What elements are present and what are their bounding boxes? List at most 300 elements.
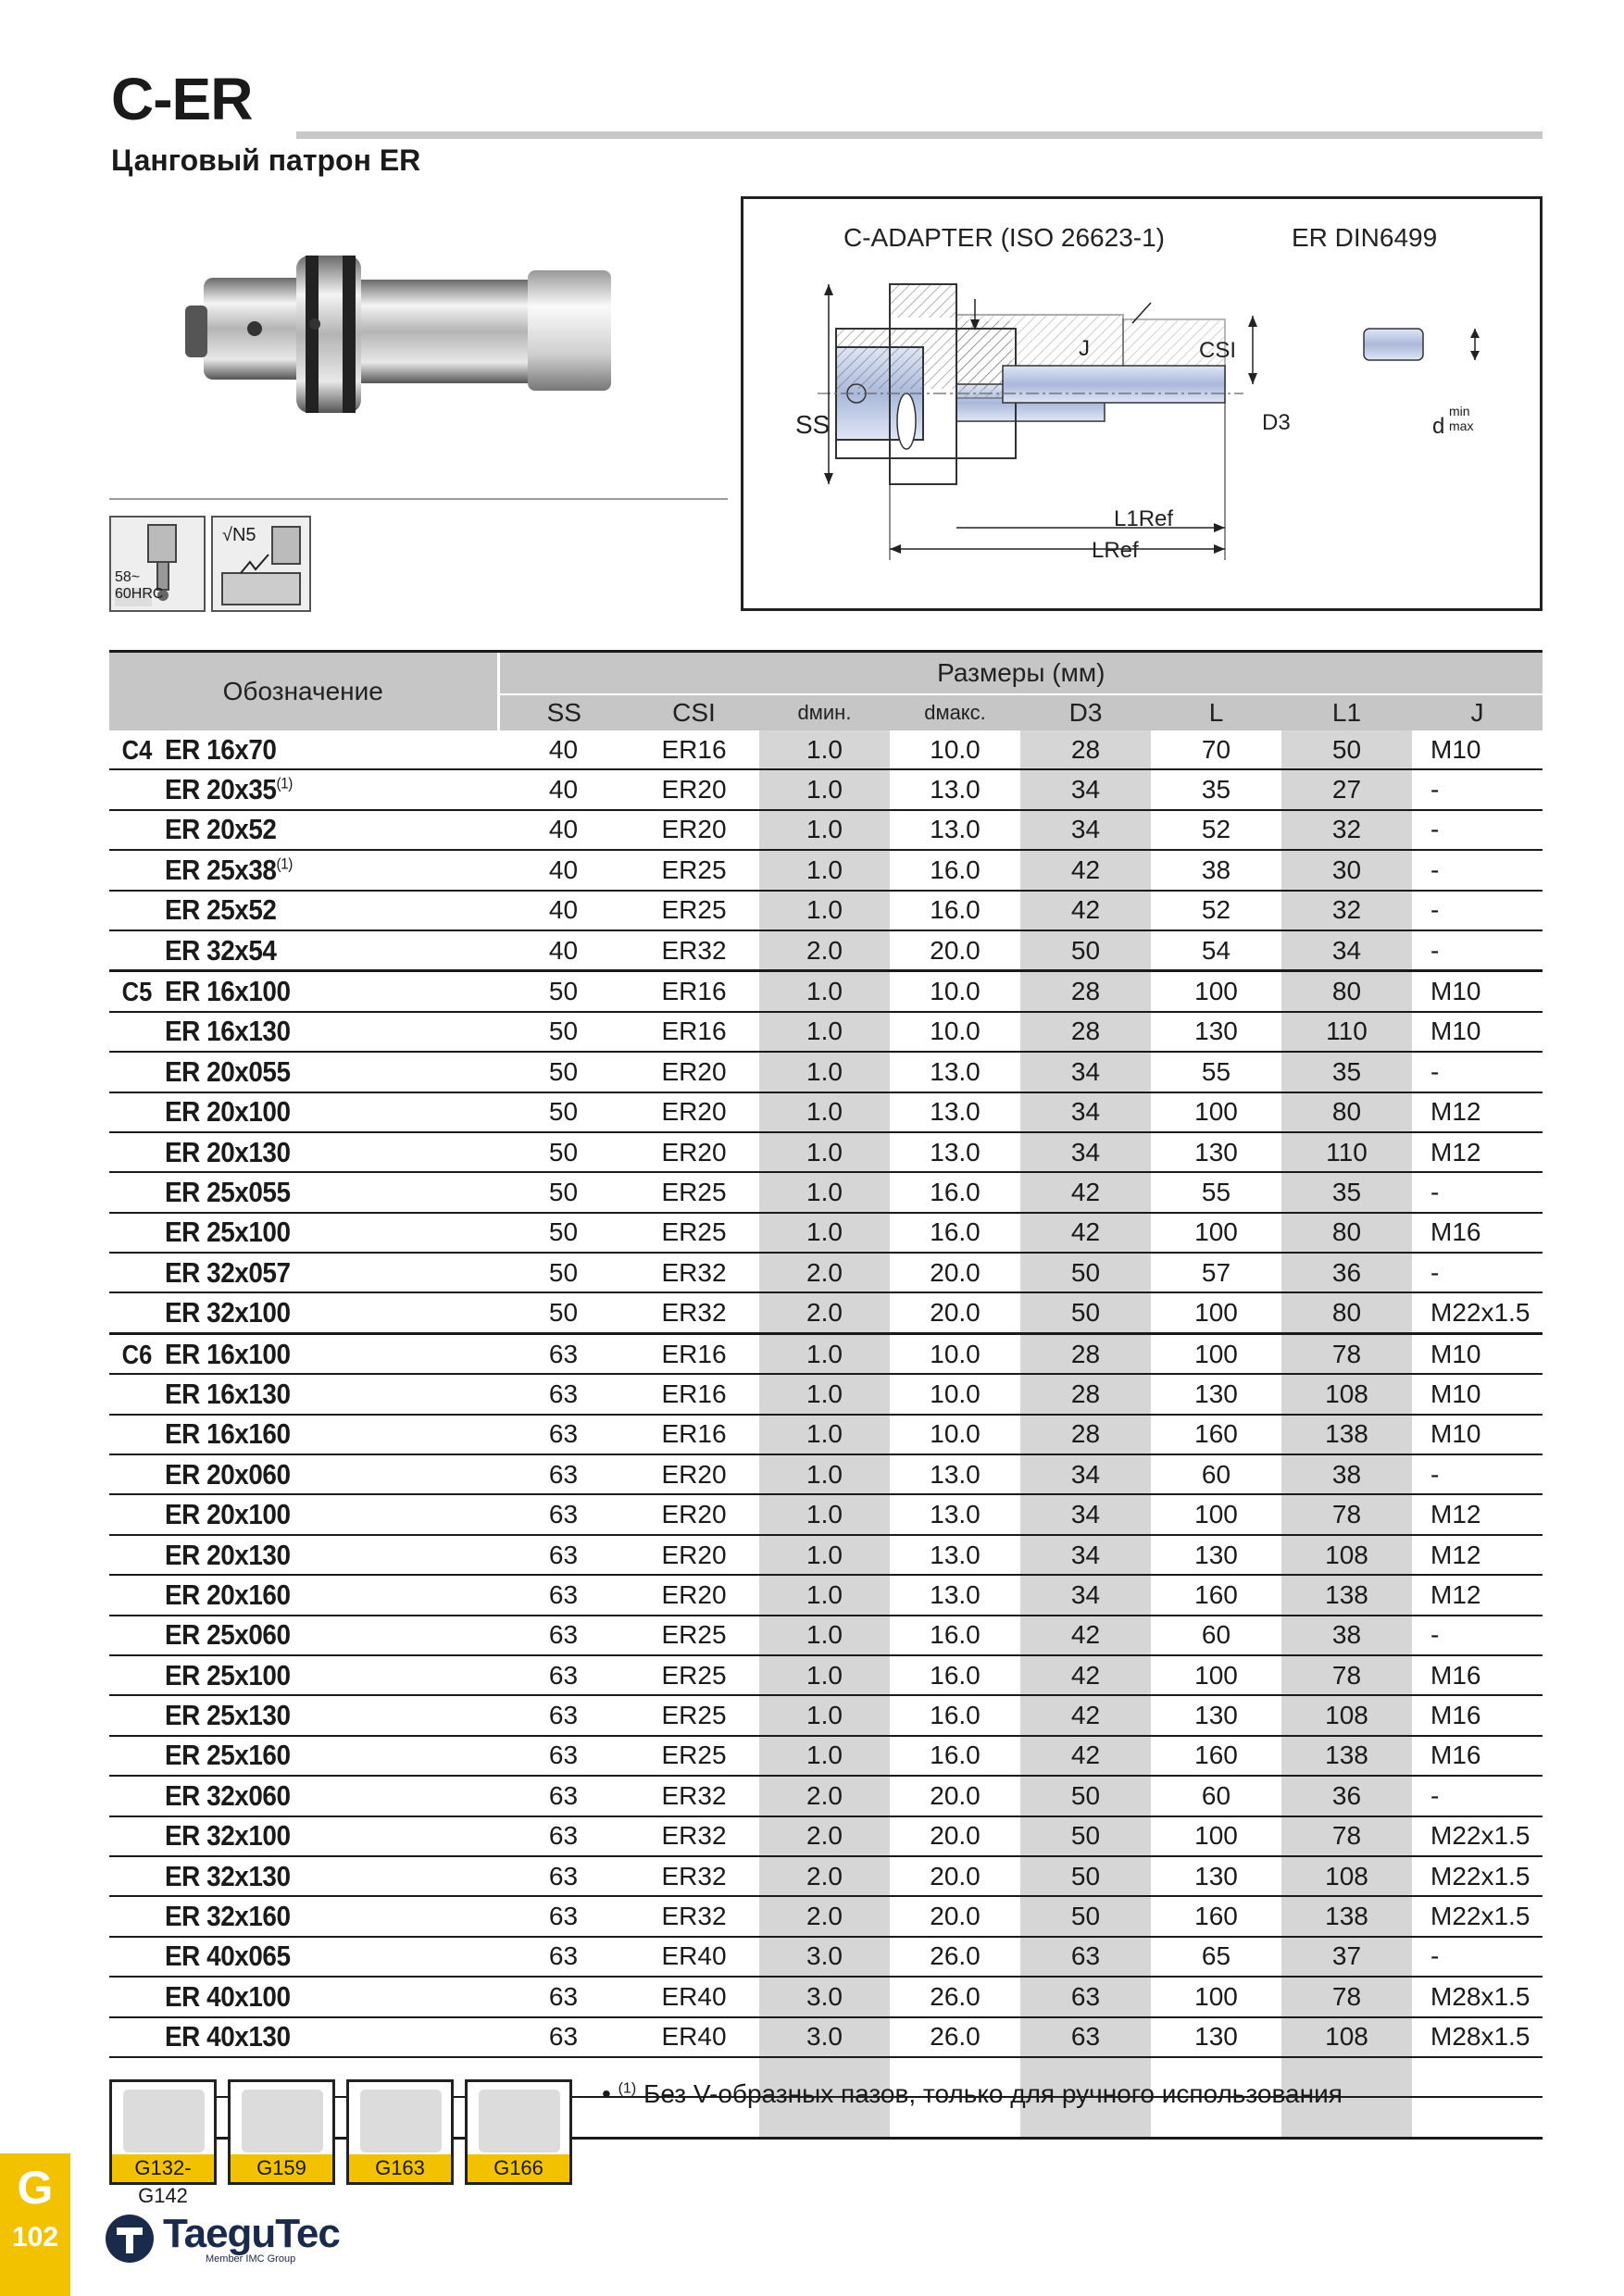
designation: [165, 1378, 291, 1411]
table-cell: 63: [498, 1896, 629, 1936]
designation-text: ER 20x160: [165, 1578, 291, 1611]
table-cell: 34: [1020, 1132, 1151, 1172]
table-cell: 52: [1151, 810, 1281, 850]
designation-text: ER 40x100: [165, 1979, 291, 2013]
brand-logo: [104, 2209, 381, 2274]
table-cell: 52: [1151, 891, 1281, 930]
table-cell: ER32: [629, 1896, 759, 1936]
table-cell: M28x1.5: [1412, 1977, 1543, 2016]
designation-text: ER 16x70: [165, 732, 277, 766]
table-cell: 13.0: [890, 1575, 1020, 1615]
table-cell: 26.0: [890, 1977, 1020, 2016]
table-cell: 50: [498, 1172, 629, 1212]
table-cell: 13.0: [890, 1535, 1020, 1575]
designation: [165, 1578, 291, 1612]
dmin-label: min: [1449, 404, 1470, 418]
j-dimension-label: J: [1079, 336, 1090, 361]
table-cell: 42: [1020, 1695, 1151, 1735]
table-cell: 34: [1020, 1494, 1151, 1534]
designation-text: ER 32x060: [165, 1778, 291, 1812]
table-cell: 50: [498, 971, 629, 1012]
table-row: [109, 971, 1543, 1012]
table-cell: 1.0: [759, 1213, 890, 1253]
table-cell: ER25: [629, 1655, 759, 1695]
table-cell: 60: [1151, 1616, 1281, 1655]
table-cell: 108: [1281, 1535, 1412, 1575]
table-cell: 34: [1020, 1575, 1151, 1615]
table-cell: 50: [498, 1012, 629, 1052]
designation: [165, 1739, 291, 1772]
table-cell: 2.0: [759, 1856, 890, 1896]
stop-screw-icon: [360, 2090, 442, 2152]
table-cell: 100: [1151, 1816, 1281, 1856]
table-cell: ER32: [629, 1816, 759, 1856]
table-cell: 63: [498, 1616, 629, 1655]
empty-cell: [1412, 2057, 1543, 2097]
table-cell: 130: [1151, 1535, 1281, 1575]
designation-text: ER 20x130: [165, 1135, 291, 1168]
table-cell: ER32: [629, 1292, 759, 1333]
designation-text: ER 40x130: [165, 2020, 291, 2053]
accessory-link[interactable]: [465, 2079, 572, 2185]
table-cell: M10: [1412, 1333, 1543, 1374]
empty-cell: [1412, 2097, 1543, 2138]
table-cell: 20.0: [890, 1776, 1020, 1816]
table-cell: 1.0: [759, 1494, 890, 1534]
table-cell: 50: [1020, 1896, 1151, 1936]
table-cell: ER32: [629, 930, 759, 971]
table-cell: 60: [1151, 1776, 1281, 1816]
table-cell: 63: [1020, 1937, 1151, 1977]
table-cell: 40: [498, 930, 629, 971]
designation-text: ER 32x100: [165, 1296, 291, 1329]
table-cell: 100: [1151, 1213, 1281, 1253]
designation-text: ER 16x130: [165, 1015, 291, 1048]
designation: [165, 1900, 291, 1933]
accessory-link[interactable]: [346, 2079, 454, 2185]
table-cell: M16: [1412, 1655, 1543, 1695]
table-row: [109, 1415, 1543, 1454]
table-cell: 16.0: [890, 1655, 1020, 1695]
brand-tagline: Member IMC Group: [206, 2253, 296, 2265]
designation-text: ER 32x160: [165, 1900, 291, 1933]
lref-dimension-label: LRef: [1092, 538, 1139, 563]
table-row: [109, 1535, 1543, 1575]
table-cell: 110: [1281, 1132, 1412, 1172]
table-cell: 138: [1281, 1575, 1412, 1615]
designation: [165, 2020, 291, 2053]
table-cell: 28: [1020, 971, 1151, 1012]
designation-text: ER 25x100: [165, 1658, 291, 1691]
designation-text: ER 32x100: [165, 1819, 291, 1853]
table-cell: 13.0: [890, 1052, 1020, 1092]
table-cell: 42: [1020, 1736, 1151, 1776]
designation: [165, 1095, 291, 1129]
table-cell: 13.0: [890, 810, 1020, 850]
designation: [165, 1539, 291, 1572]
table-cell: 34: [1020, 1535, 1151, 1575]
table-cell: 2.0: [759, 1776, 890, 1816]
column-header: J: [1412, 694, 1543, 730]
table-cell: 27: [1281, 769, 1412, 809]
accessory-page-ref: G132-G142: [112, 2154, 214, 2182]
table-cell: 42: [1020, 891, 1151, 930]
designation-text: ER 40x065: [165, 1940, 291, 1973]
designation: [165, 893, 277, 927]
table-cell: 1.0: [759, 730, 890, 769]
table-cell: 34: [1020, 1454, 1151, 1494]
table-cell: M22x1.5: [1412, 1856, 1543, 1896]
table-row: [109, 1816, 1543, 1856]
table-cell: -: [1412, 1616, 1543, 1655]
group-code: C4: [121, 735, 153, 766]
table-cell: -: [1412, 769, 1543, 809]
designation: [165, 1618, 291, 1652]
table-cell: 63: [498, 1494, 629, 1534]
table-cell: 100: [1151, 1655, 1281, 1695]
table-cell: 1.0: [759, 1454, 890, 1494]
table-cell: 1.0: [759, 1012, 890, 1052]
table-cell: 80: [1281, 971, 1412, 1012]
section-letter: G: [17, 2162, 54, 2214]
table-cell: 35: [1281, 1172, 1412, 1212]
table-cell: 16.0: [890, 1616, 1020, 1655]
table-cell: 80: [1281, 1092, 1412, 1132]
table-row: [109, 2017, 1543, 2057]
table-cell: 2.0: [759, 1896, 890, 1936]
table-cell: 63: [1020, 2017, 1151, 2057]
table-cell: ER16: [629, 730, 759, 769]
designation-text: ER 20x100: [165, 1498, 291, 1531]
table-cell: 63: [498, 1937, 629, 1977]
table-cell: -: [1412, 891, 1543, 930]
table-cell: -: [1412, 930, 1543, 971]
table-cell: 50: [1020, 1776, 1151, 1816]
note-marker: (1): [276, 855, 293, 873]
designation-text: ER 20x35: [165, 773, 277, 806]
table-cell: 16.0: [890, 850, 1020, 890]
table-cell: M10: [1412, 971, 1543, 1012]
table-cell: 1.0: [759, 1092, 890, 1132]
table-cell: 138: [1281, 1415, 1412, 1454]
table-cell: 10.0: [890, 1374, 1020, 1414]
table-cell: -: [1412, 1172, 1543, 1212]
designation-text: ER 25x130: [165, 1699, 291, 1732]
table-cell: 10.0: [890, 1415, 1020, 1454]
table-cell: 16.0: [890, 891, 1020, 930]
technical-drawing: [741, 196, 1543, 611]
table-row: [109, 1172, 1543, 1212]
column-header: SS: [498, 694, 629, 730]
table-cell: M22x1.5: [1412, 1896, 1543, 1936]
column-header: CSI: [629, 694, 759, 730]
designation: [165, 975, 291, 1008]
table-cell: 32: [1281, 810, 1412, 850]
page-subtitle: Цанговый патрон ER: [111, 144, 421, 177]
footnote-text: Без V-образных пазов, только для ручного использования: [643, 2079, 1343, 2108]
dimensions-table: [109, 650, 1543, 2140]
accessory-page-ref: G163: [349, 2154, 451, 2182]
table-cell: M10: [1412, 1415, 1543, 1454]
table-cell: 100: [1151, 1292, 1281, 1333]
table-cell: 42: [1020, 1172, 1151, 1212]
table-cell: 57: [1151, 1253, 1281, 1292]
designation-text: ER 20x060: [165, 1457, 291, 1491]
designation-text: ER 16x100: [165, 975, 291, 1008]
table-cell: 1.0: [759, 1052, 890, 1092]
designation: [165, 1015, 291, 1048]
table-cell: 78: [1281, 1977, 1412, 2016]
table-cell: 1.0: [759, 1655, 890, 1695]
table-cell: 10.0: [890, 1333, 1020, 1374]
table-cell: 1.0: [759, 1695, 890, 1735]
table-row: [109, 1616, 1543, 1655]
designation-text: ER 25x055: [165, 1175, 291, 1208]
footnote: [602, 2079, 1343, 2109]
table-cell: 78: [1281, 1333, 1412, 1374]
table-cell: 38: [1151, 850, 1281, 890]
table-cell: ER32: [629, 1253, 759, 1292]
table-cell: 50: [1020, 1856, 1151, 1896]
table-cell: 100: [1151, 1092, 1281, 1132]
table-cell: 50: [1020, 1816, 1151, 1856]
designation: [165, 1819, 291, 1853]
accessory-link[interactable]: [109, 2079, 217, 2207]
table-cell: M10: [1412, 1012, 1543, 1052]
column-header: L1: [1281, 694, 1412, 730]
table-cell: 1.0: [759, 1736, 890, 1776]
table-cell: 36: [1281, 1776, 1412, 1816]
table-cell: 160: [1151, 1415, 1281, 1454]
designation: [165, 1417, 291, 1451]
designation-text: ER 16x100: [165, 1337, 291, 1370]
table-cell: M12: [1412, 1132, 1543, 1172]
table-cell: 130: [1151, 1132, 1281, 1172]
table-cell: 160: [1151, 1736, 1281, 1776]
designation-text: ER 16x130: [165, 1377, 291, 1410]
table-cell: 1.0: [759, 1415, 890, 1454]
table-cell: 50: [498, 1092, 629, 1132]
table-cell: M16: [1412, 1695, 1543, 1735]
designation: [165, 1136, 291, 1169]
table-cell: ER20: [629, 1132, 759, 1172]
table-row: [109, 1736, 1543, 1776]
taegutec-logo-icon: [104, 2213, 156, 2265]
designation: [165, 1860, 291, 1893]
table-cell: 63: [498, 1333, 629, 1374]
designation-text: ER 25x160: [165, 1739, 291, 1772]
table-cell: 63: [498, 1415, 629, 1454]
footnote-marker: (1): [618, 2080, 637, 2097]
designation: [165, 1055, 291, 1089]
table-cell: 10.0: [890, 730, 1020, 769]
dimensions-header: Размеры (мм): [498, 652, 1543, 695]
table-cell: 50: [498, 1132, 629, 1172]
table-cell: 63: [498, 1695, 629, 1735]
table-row: [109, 930, 1543, 971]
accessory-link[interactable]: [228, 2079, 335, 2185]
table-cell: 63: [498, 1374, 629, 1414]
table-row: [109, 769, 1543, 809]
table-cell: 1.0: [759, 769, 890, 809]
table-cell: 2.0: [759, 1292, 890, 1333]
table-cell: 50: [498, 1213, 629, 1253]
table-cell: 78: [1281, 1494, 1412, 1534]
designation: [165, 813, 277, 846]
table-cell: 20.0: [890, 1856, 1020, 1896]
designation-text: ER 32x54: [165, 933, 277, 967]
table-cell: 2.0: [759, 930, 890, 971]
wrench-icon: [479, 2090, 560, 2152]
table-row: [109, 1575, 1543, 1615]
table-cell: M12: [1412, 1494, 1543, 1534]
table-row: [109, 1092, 1543, 1132]
designation-text: ER 25x100: [165, 1216, 291, 1249]
table-cell: 130: [1151, 1012, 1281, 1052]
ss-dimension-label: SS: [795, 410, 831, 439]
table-cell: 13.0: [890, 1454, 1020, 1494]
table-cell: 34: [1281, 930, 1412, 971]
table-cell: 20.0: [890, 930, 1020, 971]
table-cell: 70: [1151, 730, 1281, 769]
clamping-nut-icon: [242, 2090, 323, 2152]
table-cell: ER25: [629, 1172, 759, 1212]
surface-finish-icon: [211, 516, 311, 612]
table-cell: 40: [498, 769, 629, 809]
table-cell: 2.0: [759, 1816, 890, 1856]
table-cell: ER25: [629, 1213, 759, 1253]
table-row: [109, 1856, 1543, 1896]
table-cell: M12: [1412, 1092, 1543, 1132]
designation-text: ER 32x130: [165, 1859, 291, 1892]
designation-text: ER 32x057: [165, 1255, 291, 1289]
table-cell: 108: [1281, 2017, 1412, 2057]
table-cell: 160: [1151, 1575, 1281, 1615]
table-cell: -: [1412, 1776, 1543, 1816]
table-row: [109, 1896, 1543, 1936]
designation-header: Обозначение: [109, 652, 498, 731]
designation: [165, 1176, 291, 1209]
d3-dimension-label: D3: [1262, 410, 1291, 435]
table-cell: 50: [498, 1052, 629, 1092]
table-cell: 50: [1020, 1253, 1151, 1292]
table-cell: 34: [1020, 1092, 1151, 1132]
designation: [165, 1659, 291, 1692]
table-cell: 10.0: [890, 971, 1020, 1012]
column-header: dмакс.: [890, 694, 1020, 730]
table-cell: ER16: [629, 971, 759, 1012]
table-cell: 30: [1281, 850, 1412, 890]
table-cell: 63: [498, 1655, 629, 1695]
column-header: L: [1151, 694, 1281, 730]
table-cell: -: [1412, 1937, 1543, 1977]
table-row: [109, 1333, 1543, 1374]
table-cell: ER16: [629, 1333, 759, 1374]
designation: [165, 1216, 291, 1249]
table-cell: 16.0: [890, 1695, 1020, 1735]
table-cell: 138: [1281, 1896, 1412, 1936]
table-cell: ER25: [629, 1695, 759, 1735]
table-cell: 16.0: [890, 1736, 1020, 1776]
table-cell: ER16: [629, 1012, 759, 1052]
table-cell: 38: [1281, 1454, 1412, 1494]
table-cell: 63: [498, 1776, 629, 1816]
table-cell: ER32: [629, 1856, 759, 1896]
table-cell: 10.0: [890, 1012, 1020, 1052]
table-cell: 28: [1020, 1012, 1151, 1052]
designation: [165, 733, 277, 767]
table-cell: 1.0: [759, 1333, 890, 1374]
table-cell: 160: [1151, 1896, 1281, 1936]
table-cell: 1.0: [759, 810, 890, 850]
table-cell: 42: [1020, 1616, 1151, 1655]
table-cell: ER16: [629, 1415, 759, 1454]
designation: [165, 1338, 291, 1371]
designation: [165, 1296, 291, 1329]
table-cell: ER25: [629, 1736, 759, 1776]
table-cell: 1.0: [759, 891, 890, 930]
designation-text: ER 16x160: [165, 1417, 291, 1451]
designation: [165, 1779, 291, 1813]
group-code: C6: [121, 1340, 153, 1370]
table-row: [109, 1213, 1543, 1253]
table-cell: 28: [1020, 1415, 1151, 1454]
table-cell: M10: [1412, 730, 1543, 769]
table-cell: -: [1412, 1052, 1543, 1092]
table-cell: 63: [498, 1575, 629, 1615]
designation-text: ER 20x100: [165, 1095, 291, 1129]
designation: [165, 1940, 291, 1973]
table-row: [109, 1374, 1543, 1414]
table-row: [109, 730, 1543, 769]
table-cell: 63: [1020, 1977, 1151, 2016]
table-cell: -: [1412, 1253, 1543, 1292]
table-cell: 34: [1020, 1052, 1151, 1092]
drawing-lines: [743, 199, 1540, 608]
table-row: [109, 1655, 1543, 1695]
table-cell: 13.0: [890, 769, 1020, 809]
table-cell: 1.0: [759, 971, 890, 1012]
table-cell: 108: [1281, 1856, 1412, 1896]
table-cell: 3.0: [759, 1937, 890, 1977]
table-cell: 35: [1151, 769, 1281, 809]
table-cell: M16: [1412, 1213, 1543, 1253]
table-cell: 1.0: [759, 1132, 890, 1172]
accessory-page-ref: G159: [231, 2154, 332, 2182]
table-row: [109, 1454, 1543, 1494]
table-cell: 28: [1020, 1333, 1151, 1374]
designation: [165, 1980, 291, 2014]
table-cell: 35: [1281, 1052, 1412, 1092]
table-cell: 26.0: [890, 2017, 1020, 2057]
table-row: [109, 1695, 1543, 1735]
designation: [165, 1256, 291, 1290]
table-cell: 130: [1151, 1856, 1281, 1896]
table-cell: 42: [1020, 1655, 1151, 1695]
l1ref-dimension-label: L1Ref: [1114, 506, 1174, 531]
table-row: [109, 1012, 1543, 1052]
table-cell: 34: [1020, 810, 1151, 850]
designation: [165, 1458, 291, 1491]
table-cell: ER20: [629, 1092, 759, 1132]
table-cell: ER20: [629, 810, 759, 850]
csi-dimension-label: CSI: [1199, 338, 1237, 363]
table-cell: 65: [1151, 1937, 1281, 1977]
table-cell: 50: [498, 1253, 629, 1292]
table-cell: 20.0: [890, 1292, 1020, 1333]
table-cell: ER20: [629, 1052, 759, 1092]
collet-standard-label: ER DIN6499: [1292, 223, 1438, 252]
